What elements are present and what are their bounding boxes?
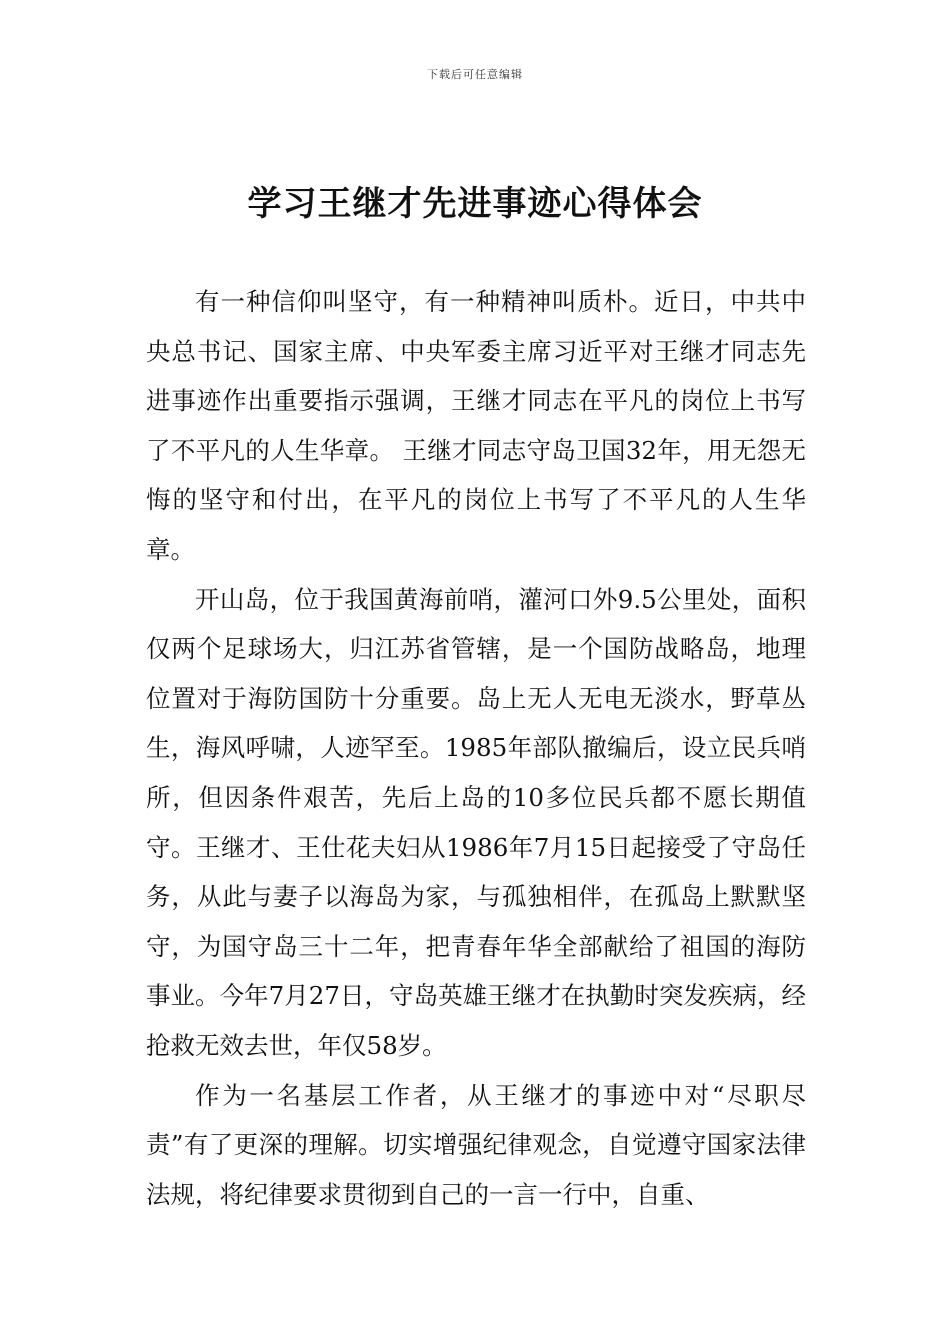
paragraph: 作为一名基层工作者，从王继才的事迹中对“尽职尽责”有了更深的理解。切实增强纪律观念，自觉遵守国家法律法规，将纪律要求贯彻到自己的一言一行中，自重、 <box>146 1080 806 1209</box>
header-note: 下载后可任意编辑 <box>427 68 523 81</box>
paragraph: 开山岛，位于我国黄海前哨，灌河口外9.5公里处，面积仅两个足球场大，归江苏省管辖，是一个国防战略岛，地理位置对于海防国防十分重要。岛上无人无电无淡水，野草丛生，海风呼啸，人迹罕至。1985年部队撤编后，设立民兵哨所，但因条件艰苦，先后上岛的10多位民兵都不愿长期值守。王继才、王仕花夫妇从1986年7月15日起接受了守岛任务，从此与妻子以海岛为家，与孤独相伴，在孤岛上默默坚守，为国守岛三十二年，把青春年华全部献给了祖国的海防事业。今年7月27日，守岛英雄王继才在执勤时突发疾病，经抢救无效去世，年仅58岁。 <box>146 584 806 1060</box>
paragraph: 有一种信仰叫坚守，有一种精神叫质朴。近日，中共中央总书记、国家主席、中央军委主席习近平对王继才同志先进事迹作出重要指示强调，王继才同志在平凡的岗位上书写了不平凡的人生华章。 王继才同志守岛卫国32年，用无怨无悔的坚守和付出，在平凡的岗位上书写了不平凡的人生华章。 <box>146 287 806 564</box>
document-body <box>146 277 806 1219</box>
document-title: 学习王继才先进事迹心得体会 <box>247 184 703 224</box>
